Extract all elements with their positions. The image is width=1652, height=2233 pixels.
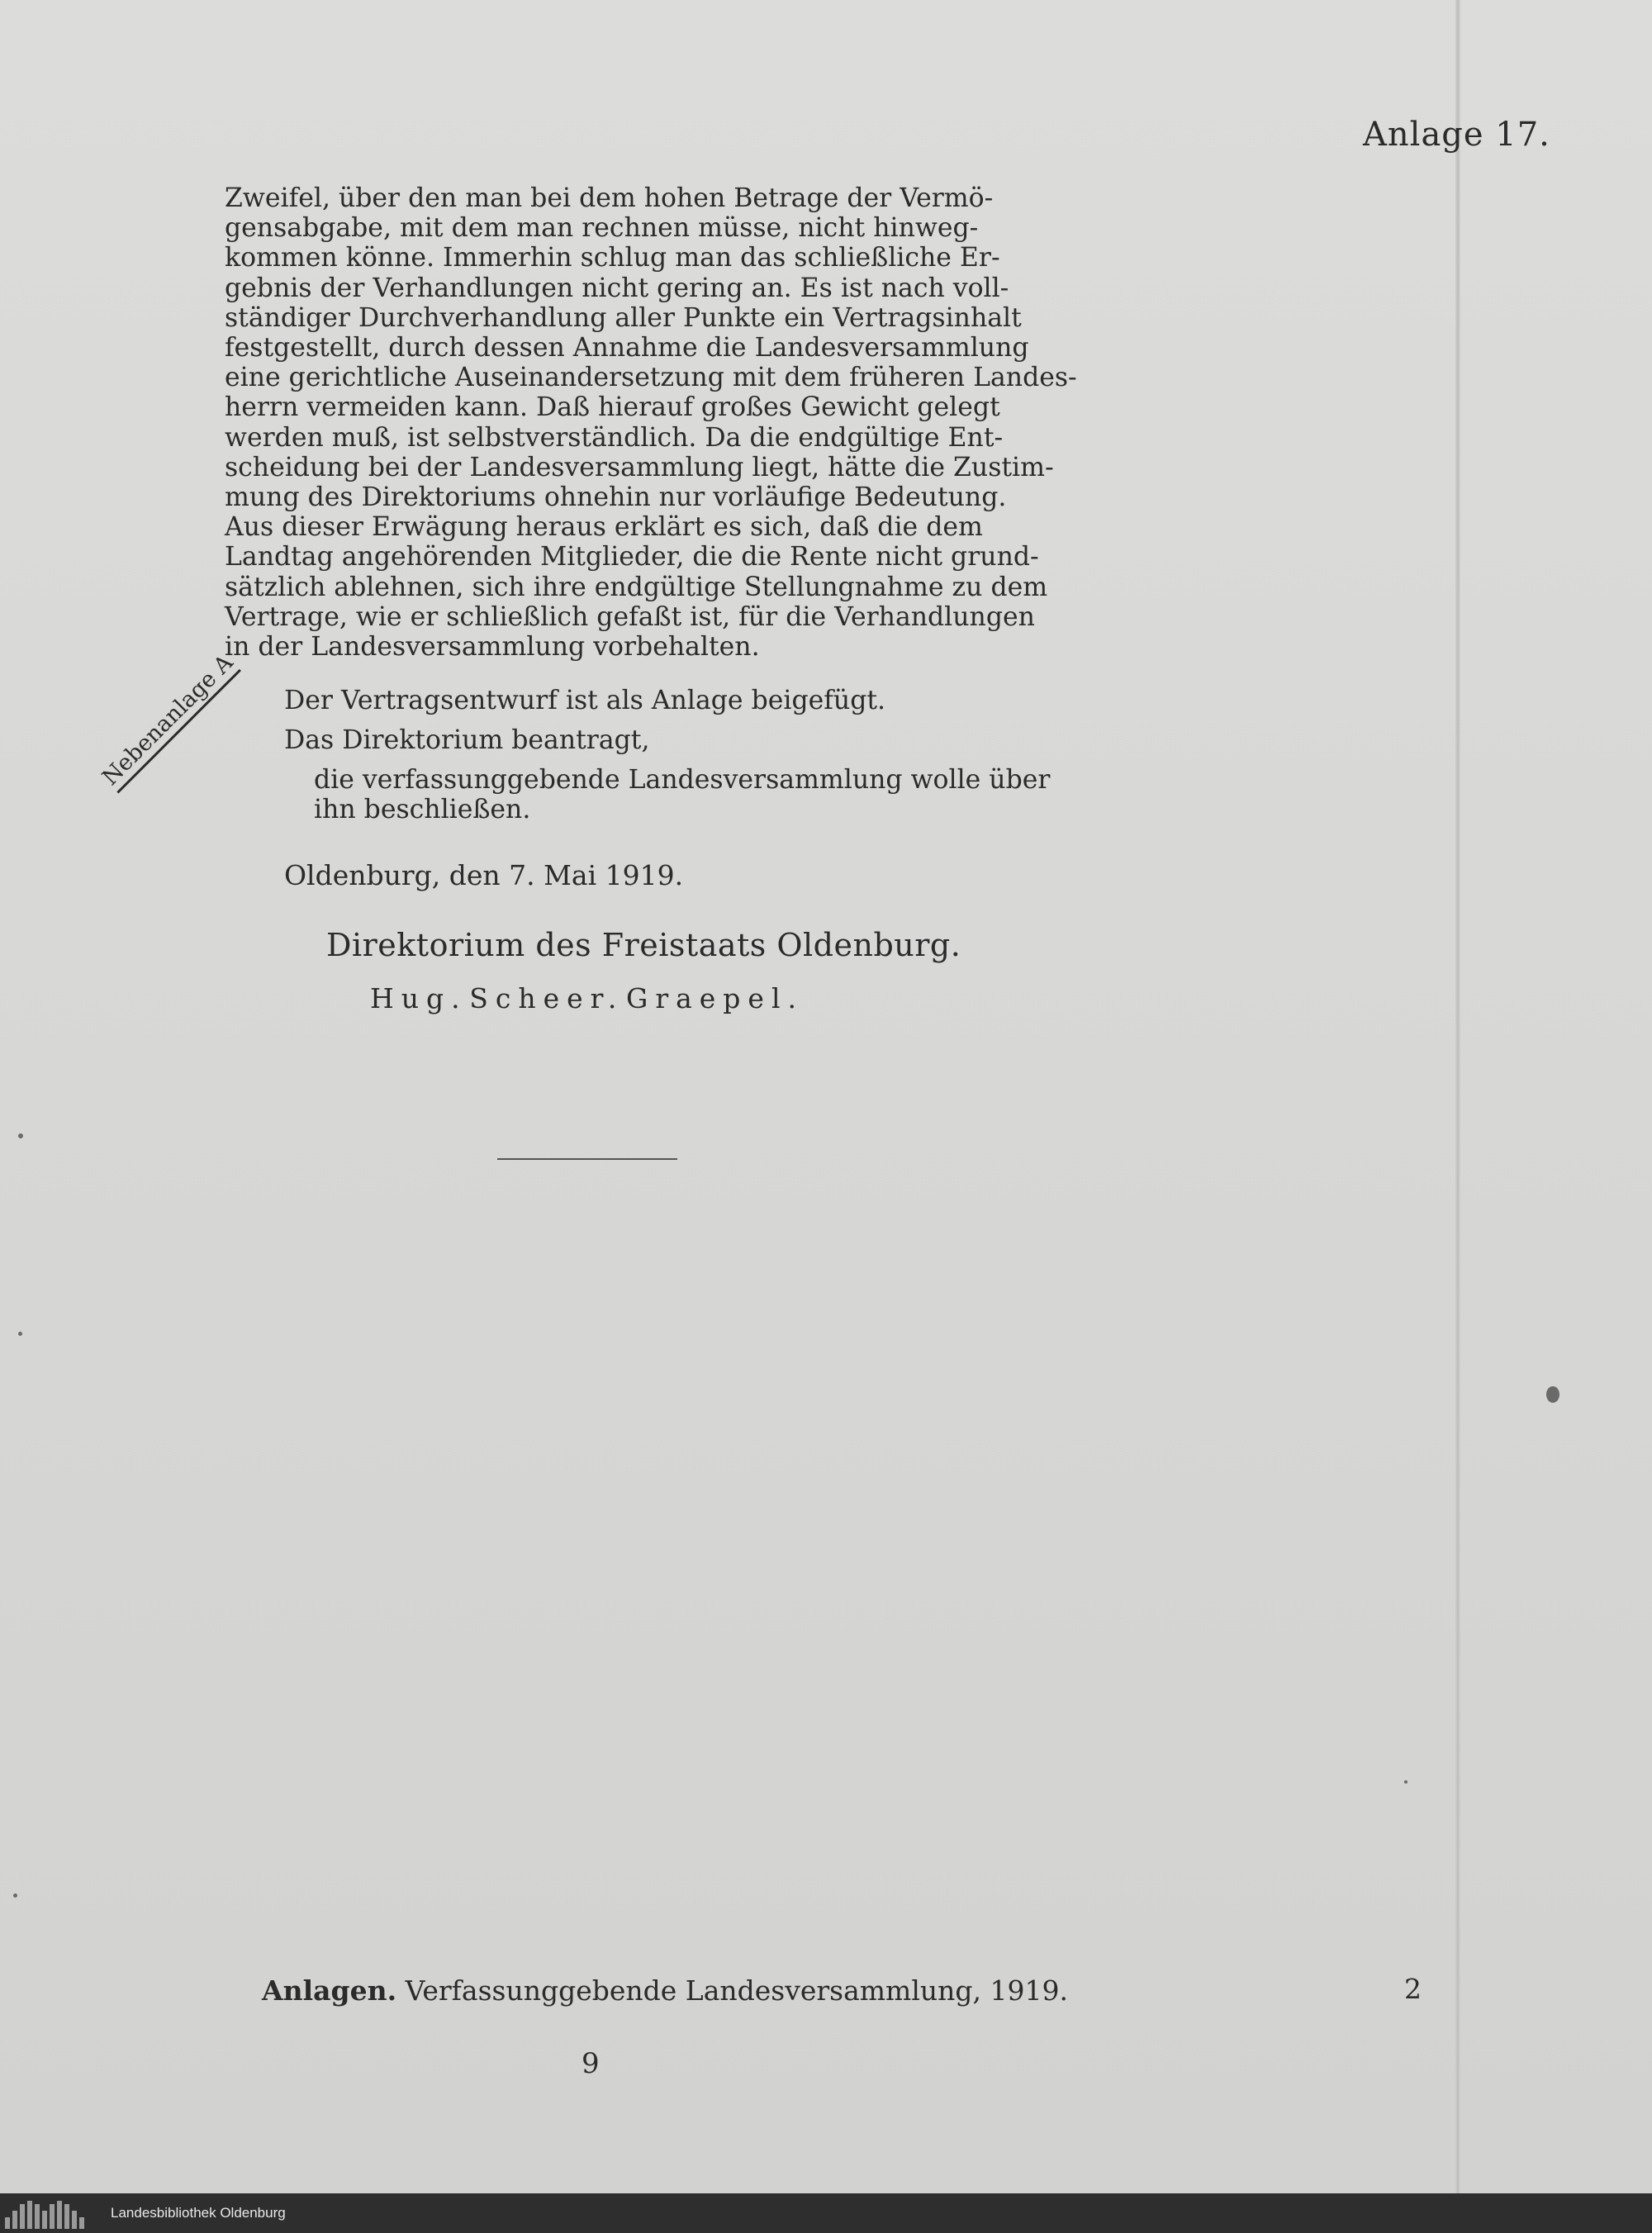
- signatory: Scheer.: [469, 982, 624, 1014]
- attachment-note: Der Vertragsentwurf ist als Anlage beigefügt.: [284, 686, 886, 715]
- body-line: Zweifel, über den man bei dem hohen Betrage der Vermö-: [225, 183, 994, 213]
- annex-label: Anlage 17.: [1363, 116, 1550, 154]
- paper-speck: [18, 1332, 22, 1336]
- body-line: sätzlich ablehnen, sich ihre endgültige Stellungnahme zu dem: [225, 572, 1048, 602]
- body-line: in der Landesversammlung vorbehalten.: [225, 632, 760, 663]
- body-line: ständiger Durchverhandlung aller Punkte ein Vertragsinhalt: [225, 302, 1022, 333]
- motion-intro: Das Direktorium beantragt,: [284, 725, 650, 755]
- place-and-date: Oldenburg, den 7. Mai 1919.: [284, 859, 684, 891]
- page-fold-shadow: [1455, 0, 1460, 2193]
- motion-line: ihn beschließen.: [314, 795, 531, 824]
- body-line: gebnis der Verhandlungen nicht gering an. Es ist nach voll-: [225, 273, 1009, 303]
- body-line: gensabgabe, mit dem man rechnen müsse, nicht hinweg-: [225, 213, 979, 244]
- motion-line: die verfassunggebende Landesversammlung wolle über: [314, 765, 1051, 795]
- body-line: herrn vermeiden kann. Daß hierauf großes Gewicht gelegt: [225, 392, 1000, 423]
- body-line: Landtag angehörenden Mitglieder, die die Rente nicht grund-: [225, 542, 1039, 573]
- body-line: eine gerichtliche Auseinandersetzung mit dem früheren Landes-: [225, 363, 1077, 393]
- paper-speck: [1546, 1386, 1559, 1403]
- body-line: scheidung bei der Landesversammlung liegt, hätte die Zustim-: [225, 452, 1054, 482]
- library-footer-bar: [0, 2193, 1652, 2233]
- library-building-icon: [5, 2197, 102, 2229]
- signatory: Graepel.: [625, 982, 804, 1014]
- body-line: Aus dieser Erwägung heraus erklärt es sich, daß die dem: [225, 512, 983, 543]
- paper-speck: [18, 1133, 23, 1138]
- signatories: [370, 982, 804, 1014]
- footer-title: [262, 1974, 1068, 2007]
- body-line: Vertrage, wie er schließlich gefaßt ist, für die Verhandlungen: [225, 601, 1035, 632]
- paper-speck: [1404, 1780, 1408, 1784]
- body-line: festgestellt, durch dessen Annahme die Landesversammlung: [225, 333, 1029, 363]
- closing-rule: [497, 1158, 677, 1160]
- body-paragraph: [225, 183, 1077, 663]
- margin-note: Nebenanlage A: [97, 650, 241, 794]
- footer-publication: Verfassunggebende Landesversammlung, 1919.: [405, 1974, 1068, 2007]
- page-number: 9: [582, 2047, 600, 2080]
- sheet-number: 2: [1404, 1973, 1422, 2005]
- body-line: werden muß, ist selbstverständlich. Da die endgültige Ent-: [225, 422, 1004, 453]
- body-line: kommen könne. Immerhin schlug man das schließliche Er-: [225, 243, 1000, 273]
- body-line: mung des Direktoriums ohnehin nur vorläufige Bedeutung.: [225, 482, 1007, 513]
- paper-speck: [13, 1893, 17, 1898]
- footer-bold-label: Anlagen.: [262, 1974, 397, 2007]
- signatory: Hug.: [370, 982, 468, 1014]
- library-name: Landesbibliothek Oldenburg: [111, 2205, 286, 2221]
- issuing-authority: Direktorium des Freistaats Oldenburg.: [326, 927, 961, 963]
